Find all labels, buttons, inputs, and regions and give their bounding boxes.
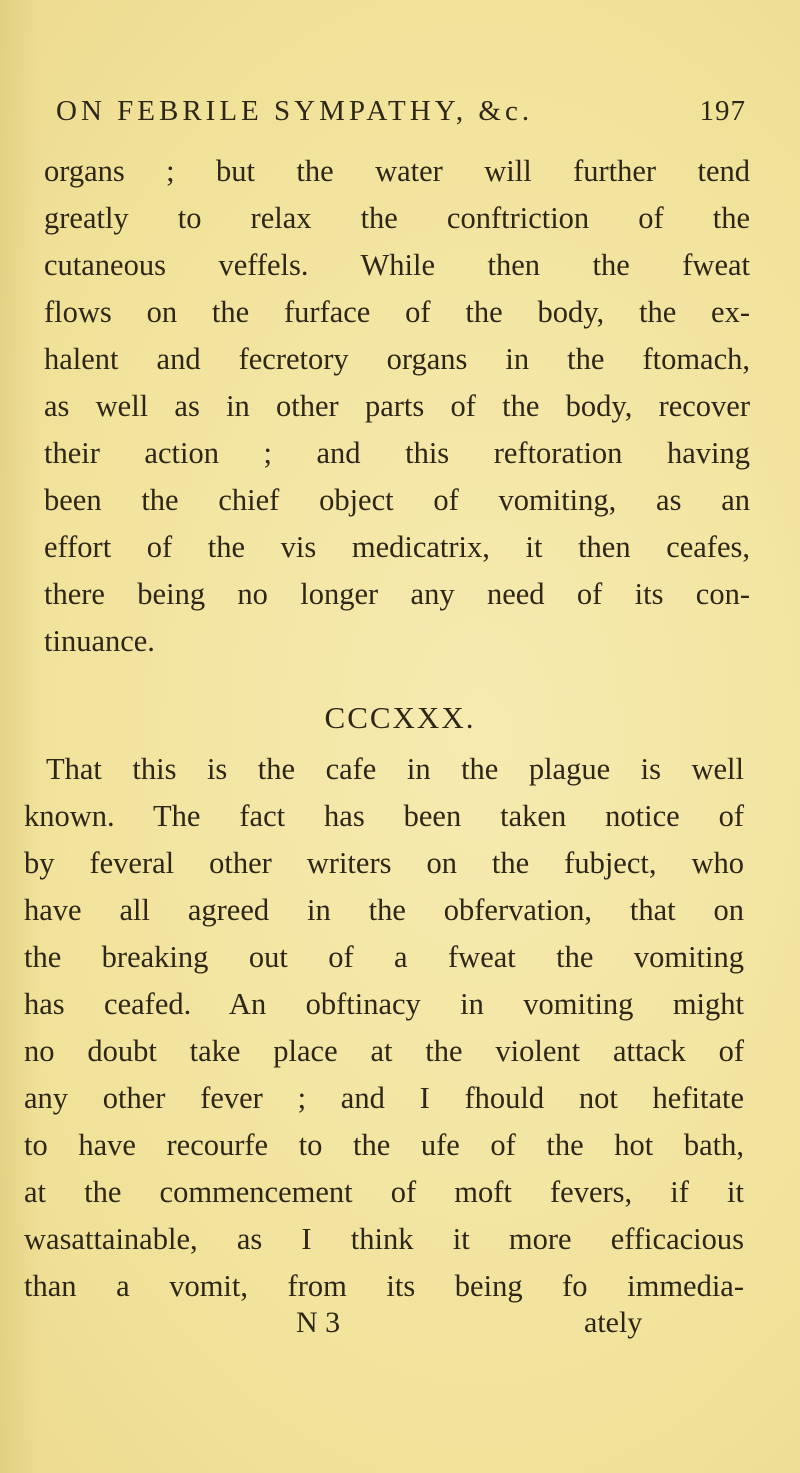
text-line: been the chief object of vomiting, as an	[44, 483, 750, 517]
running-title: ON FEBRILE SYMPATHY, &c.	[56, 95, 534, 127]
text-line: the breaking out of a fweat the vomiting	[24, 940, 744, 974]
catchword: ately	[584, 1306, 643, 1339]
text-line: has ceafed. An obftinacy in vomiting might	[24, 987, 744, 1021]
text-line: tinuance.	[44, 624, 155, 658]
text-line: known. The fact has been taken notice of	[24, 799, 744, 833]
page-number: 197	[699, 95, 746, 127]
running-head	[56, 95, 746, 135]
text-line: have all agreed in the obfervation, that on	[24, 893, 744, 927]
text-line: at the commencement of moft fevers, if it	[24, 1175, 744, 1209]
text-line: greatly to relax the conftriction of the	[44, 201, 750, 235]
signature-mark: N 3	[296, 1306, 341, 1339]
text-line: than a vomit, from its being fo immedia-	[24, 1269, 744, 1303]
text-line: halent and fecretory organs in the ftomach,	[44, 342, 750, 376]
text-line: to have recourfe to the ufe of the hot bath,	[24, 1128, 744, 1162]
text-line: cutaneous veffels. While then the fweat	[44, 248, 750, 282]
text-line: there being no longer any need of its con-	[44, 577, 750, 611]
paragraph-continued	[44, 148, 750, 665]
text-line: effort of the vis medicatrix, it then ceafes,	[44, 530, 750, 564]
text-line: flows on the furface of the body, the ex-	[44, 295, 750, 329]
text-line: by feveral other writers on the fubject, who	[24, 846, 744, 880]
text-line: as well as in other parts of the body, recover	[44, 389, 750, 423]
text-line: their action ; and this reftoration having	[44, 436, 750, 470]
text-line: wasattainable, as I think it more efficacious	[24, 1222, 744, 1256]
paragraph-cccxxx	[24, 746, 744, 1310]
text-line: any other fever ; and I fhould not hefitate	[24, 1081, 744, 1115]
text-line: organs ; but the water will further tend	[44, 154, 750, 188]
text-line: no doubt take place at the violent attack of	[24, 1034, 744, 1068]
text-line: That this is the cafe in the plague is well	[46, 752, 744, 786]
section-heading: CCCXXX.	[324, 700, 476, 735]
